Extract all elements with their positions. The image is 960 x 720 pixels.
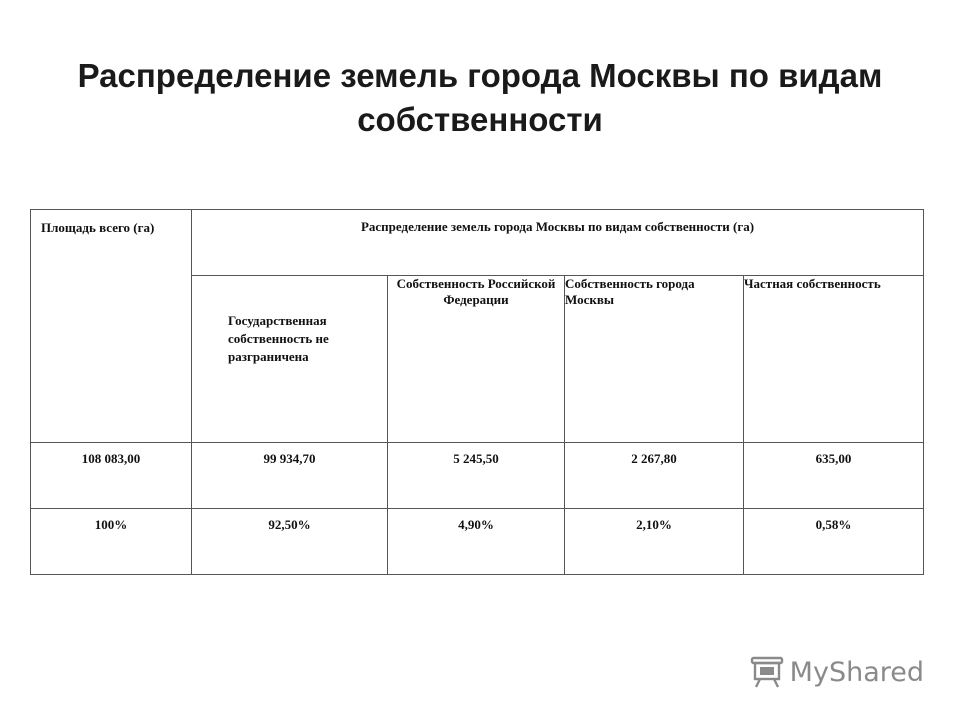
table-row [31, 509, 924, 575]
subheader-moscow-city: Собственность города Москвы [565, 276, 744, 443]
subheader-state-unspecified: Государственная собственность не разграничена [192, 276, 388, 443]
watermark [750, 656, 924, 688]
table-cell: 108 083,00 [31, 443, 192, 509]
table-header-row [31, 210, 924, 276]
table-cell: 4,90% [388, 509, 565, 575]
table-cell: 92,50% [192, 509, 388, 575]
slide-title: Распределение земель города Москвы по видам собственности [77, 57, 883, 138]
area-total-header: Площадь всего (га) [31, 210, 192, 443]
subheader-private: Частная собственность [744, 276, 924, 443]
table-cell: 5 245,50 [388, 443, 565, 509]
land-ownership-table [30, 209, 924, 575]
projector-icon [750, 656, 784, 688]
table-cell: 0,58% [744, 509, 924, 575]
table-cell: 99 934,70 [192, 443, 388, 509]
ownership-group-header: Распределение земель города Москвы по видам собственности (га) [192, 210, 924, 276]
table-cell: 100% [31, 509, 192, 575]
watermark-text: MyShared [789, 656, 924, 688]
subheader-federal: Собственность Российской Федерации [388, 276, 565, 443]
table-cell: 2 267,80 [565, 443, 744, 509]
table-cell: 635,00 [744, 443, 924, 509]
table-cell: 2,10% [565, 509, 744, 575]
table-row [31, 443, 924, 509]
